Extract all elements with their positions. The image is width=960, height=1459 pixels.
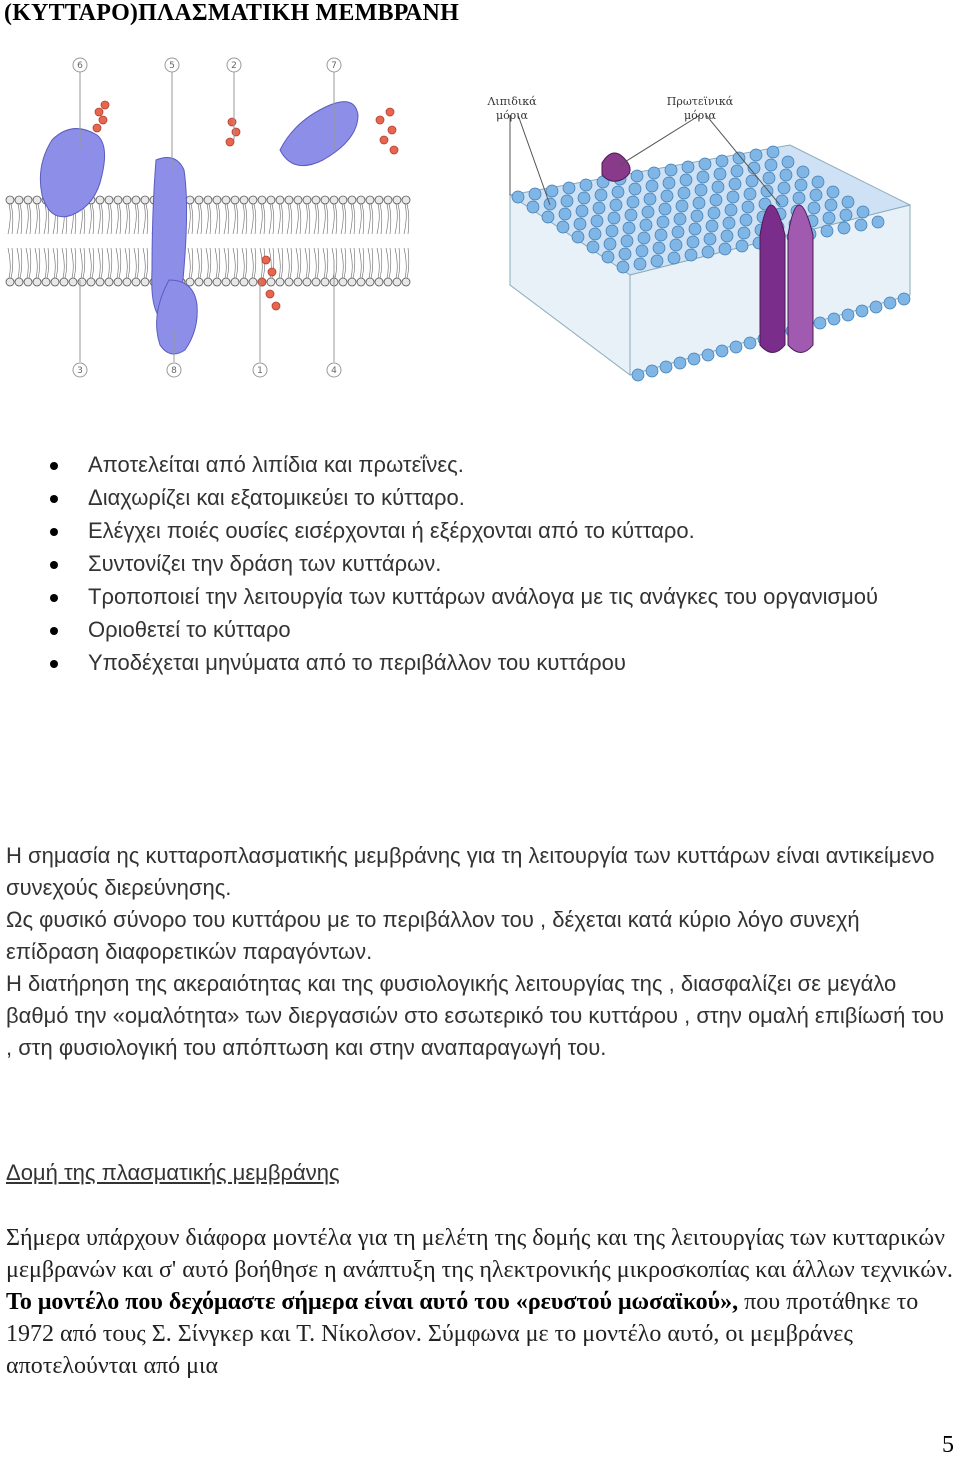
bullet-item: Ελέγχει ποιές ουσίες εισέρχονται ή εξέρχονται από το κύτταρο. [40, 514, 940, 547]
label-lipids: μόρια [496, 109, 528, 122]
paragraph-bold-text: Το μοντέλο που δεχόμαστε σήμερα είναι αυτό του «ρευστού μωσαϊκού», [6, 1289, 739, 1315]
bullet-item: Οριοθετεί το κύτταρο [40, 613, 940, 646]
figure-number: 1 [257, 366, 263, 376]
peripheral-protein [280, 102, 358, 166]
figure-number: 5 [169, 61, 175, 71]
section-heading: Δομή της πλασματικής μεμβράνης [6, 1160, 340, 1185]
figure-number: 3 [77, 366, 83, 376]
integral-protein [40, 129, 104, 217]
label-proteins: μόρια [684, 109, 716, 122]
bullet-item: Υποδέχεται μηνύματα από το περιβάλλον του κυττάρου [40, 646, 940, 679]
paragraph [6, 1222, 954, 1382]
label-lipids: Λιπιδικά [487, 95, 537, 108]
paragraph-text: που προτάθηκε το 1972 από τους Σ. Σίνγκερ και Τ. Νίκολσον. Σύμφωνα με το μοντέλο αυτό, οι μεμβράνες αποτελούνται από μια [6, 1289, 919, 1379]
membrane-cross-section-figure [4, 50, 416, 390]
bullet-item: Συντονίζει την δράση των κυττάρων. [40, 547, 940, 580]
figure-number: 8 [171, 366, 177, 376]
channel-protein [760, 205, 785, 353]
paragraph-text: Σήμερα υπάρχουν διάφορα μοντέλα για τη μελέτη της δομής και της λειτουργίας των κυτταρικών μεμβρανών και σ' αυτό βοήθησε η ανάπτυξη της ηλεκτρονικής μικροσκοπίας και άλλων τεχνικών. [6, 1225, 953, 1283]
figure-number: 2 [231, 61, 237, 71]
paragraph: Η σημασία ης κυτταροπλασματικής μεμβράνης για τη λειτουργία των κυττάρων είναι αντικείμενο συνεχούς διερεύνησης. [6, 843, 935, 900]
fluid-mosaic-figure [470, 85, 920, 385]
label-proteins: Πρωτεϊνικά [666, 95, 734, 108]
page-title: (ΚΥΤΤΑΡΟ)ΠΛΑΣΜΑΤΙΚΗ ΜΕΜΒΡΑΝΗ [4, 0, 459, 26]
paragraph: Ως φυσικό σύνορο του κυττάρου με το περιβάλλον του , δέχεται κατά κύριο λόγο συνεχή επίδραση διαφορετικών παραγόντων. [6, 907, 860, 964]
bullet-item: Διαχωρίζει και εξατομικεύει το κύτταρο. [40, 481, 940, 514]
bullet-list [40, 448, 940, 679]
figure-number: 4 [331, 366, 337, 376]
channel-protein [788, 205, 813, 353]
figure-number: 6 [77, 61, 83, 71]
peripheral-protein [602, 153, 630, 181]
bullet-item: Τροποποιεί την λειτουργία των κυττάρων ανάλογα με τις ανάγκες του οργανισμού [40, 580, 940, 613]
page-number: 5 [942, 1432, 954, 1458]
figure-number: 7 [331, 61, 337, 71]
bullet-item: Αποτελείται από λιπίδια και πρωτεΐνες. [40, 448, 940, 481]
paragraph: Η διατήρηση της ακεραιότητας και της φυσιολογικής λειτουργίας της , διασφαλίζει σε μεγάλο βαθμό την «ομαλότητα» των διεργασιών στο εσωτερικό του κυττάρου , στην ομαλή επιβίωσή του , στη φυσιολογική του απόπτωση και στην αναπαραγωγή του. [6, 971, 945, 1060]
